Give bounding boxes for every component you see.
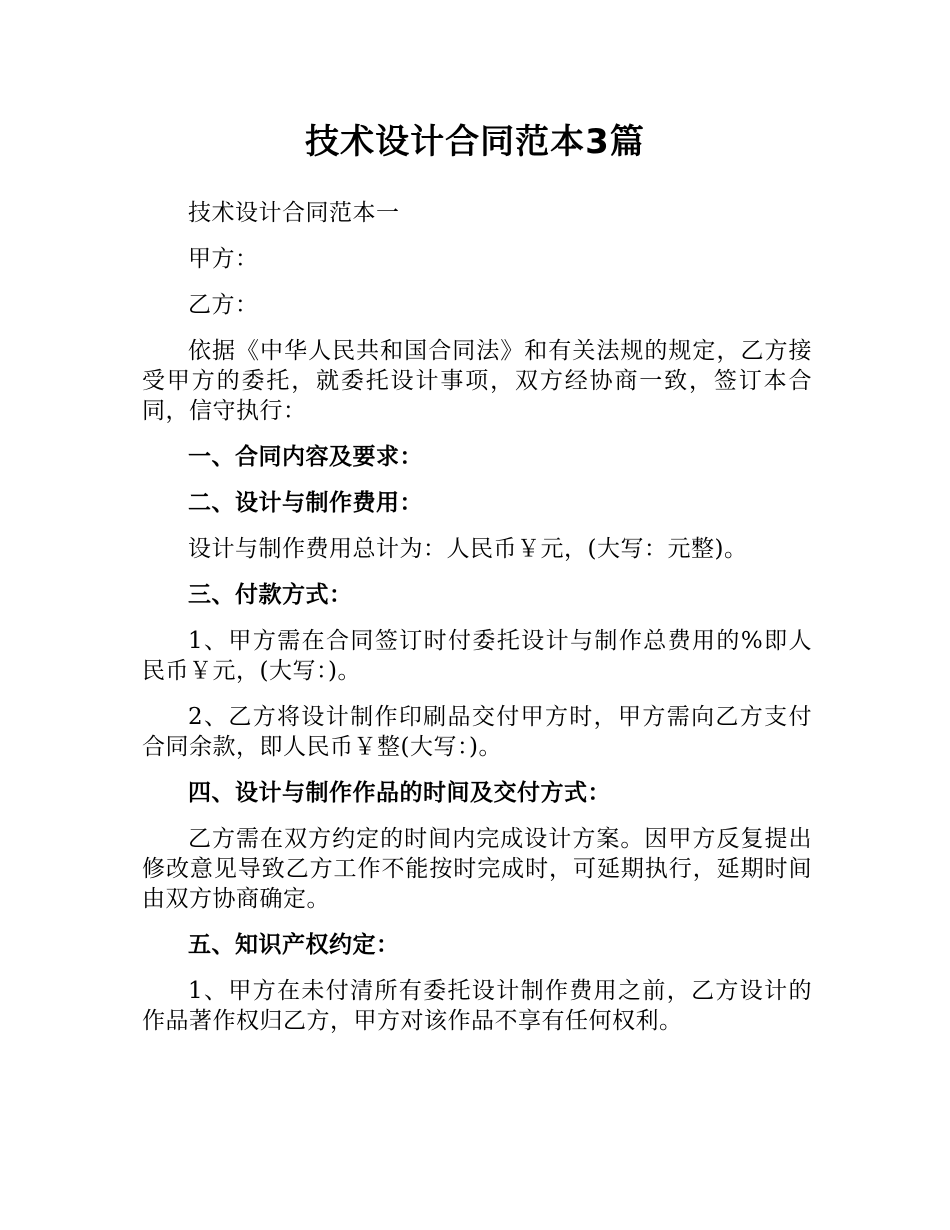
payment-clause-2: 2、乙方将设计制作印刷品交付甲方时，甲方需向乙方支付合同余款，即人民币￥整(大写：)。 [142,704,812,760]
intro-paragraph: 依据《中华人民共和国合同法》和有关法规的规定，乙方接受甲方的委托，就委托设计事项，双方经协商一致，签订本合同，信守执行： [142,338,812,424]
heading-fees: 二、设计与制作费用： [188,490,423,516]
heading-delivery: 四、设计与制作作品的时间及交付方式： [188,780,611,806]
document-body [142,198,812,1052]
party-a-label: 甲方： [188,246,259,272]
payment-clause-1: 1、甲方需在合同签订时付委托设计与制作总费用的%即人民币￥元，(大写：)。 [142,628,812,684]
delivery-paragraph: 乙方需在双方约定的时间内完成设计方案。因甲方反复提出修改意见导致乙方工作不能按时完成时，可延期执行，延期时间由双方协商确定。 [142,826,812,912]
document-title: 技术设计合同范本3篇 [305,122,645,162]
heading-ip: 五、知识产权约定： [188,932,400,958]
heading-contract-content: 一、合同内容及要求： [188,444,423,470]
section-title-1: 技术设计合同范本一 [188,200,400,226]
ip-clause-1: 1、甲方在未付清所有委托设计制作费用之前，乙方设计的作品著作权归乙方，甲方对该作品不享有任何权利。 [142,978,812,1034]
heading-payment: 三、付款方式： [188,582,353,608]
fees-paragraph: 设计与制作费用总计为：人民币￥元，(大写：元整)。 [188,536,748,562]
party-b-label: 乙方： [188,292,259,318]
